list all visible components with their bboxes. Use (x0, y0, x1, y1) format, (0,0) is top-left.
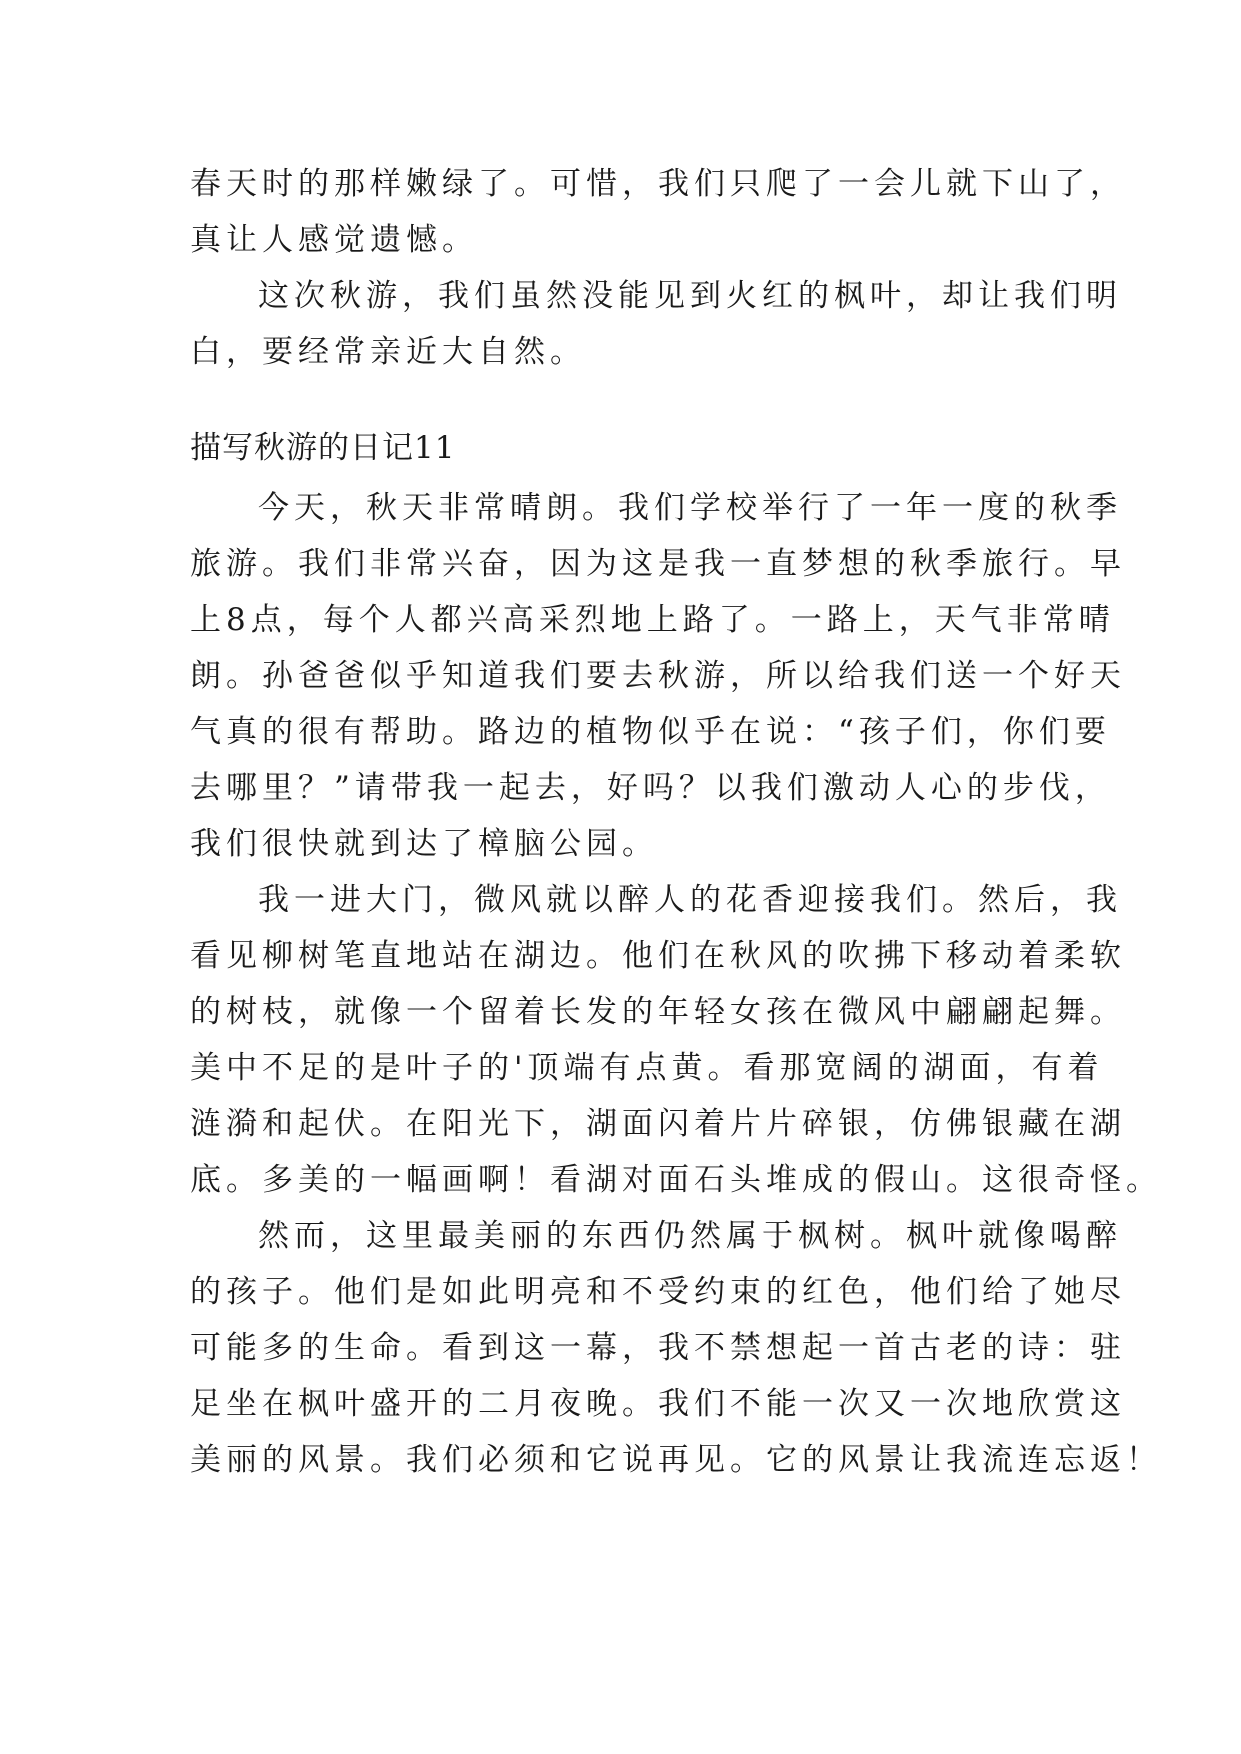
paragraph-start-line: 这次秋游，我们虽然没能见到火红的枫叶，却让我们明 (258, 278, 1122, 314)
text-line: 美中不足的是叶子的'顶端有点黄。看那宽阔的湖面，有着 (190, 1050, 1104, 1086)
text-line: 的树枝，就像一个留着长发的年轻女孩在微风中翩翩起舞。 (190, 994, 1126, 1030)
text-line: 可能多的生命。看到这一幕，我不禁想起一首古老的诗：驻 (190, 1330, 1126, 1366)
text-line: 上8点，每个人都兴高采烈地上路了。一路上，天气非常晴 (190, 602, 1115, 638)
paragraph-start-line: 今天，秋天非常晴朗。我们学校举行了一年一度的秋季 (258, 490, 1122, 526)
text-line: 旅游。我们非常兴奋，因为这是我一直梦想的秋季旅行。早 (190, 546, 1126, 582)
text-line: 白，要经常亲近大自然。 (190, 334, 586, 370)
text-line: 底。多美的一幅画啊！看湖对面石头堆成的假山。这很奇怪。 (190, 1162, 1162, 1198)
text-line: 气真的很有帮助。路边的植物似乎在说：“孩子们，你们要 (190, 714, 1111, 750)
text-line: 涟漪和起伏。在阳光下，湖面闪着片片碎银，仿佛银藏在湖 (190, 1106, 1126, 1142)
text-line: 的孩子。他们是如此明亮和不受约束的红色，他们给了她尽 (190, 1274, 1126, 1310)
paragraph-start-line: 我一进大门，微风就以醉人的花香迎接我们。然后，我 (258, 882, 1122, 918)
text-line: 朗。孙爸爸似乎知道我们要去秋游，所以给我们送一个好天 (190, 658, 1126, 694)
text-line: 春天时的那样嫩绿了。可惜，我们只爬了一会儿就下山了， (190, 166, 1126, 202)
text-line: 美丽的风景。我们必须和它说再见。它的风景让我流连忘返！ (190, 1442, 1162, 1478)
text-line: 真让人感觉遗憾。 (190, 222, 478, 258)
text-line: 足坐在枫叶盛开的二月夜晚。我们不能一次又一次地欣赏这 (190, 1386, 1126, 1422)
text-line: 去哪里？”请带我一起去，好吗？以我们激动人心的步伐， (190, 770, 1111, 806)
text-line: 看见柳树笔直地站在湖边。他们在秋风的吹拂下移动着柔软 (190, 938, 1126, 974)
text-line: 我们很快就到达了樟脑公园。 (190, 826, 658, 862)
section-heading: 描写秋游的日记11 (190, 430, 456, 466)
paragraph-start-line: 然而，这里最美丽的东西仍然属于枫树。枫叶就像喝醉 (258, 1218, 1122, 1254)
